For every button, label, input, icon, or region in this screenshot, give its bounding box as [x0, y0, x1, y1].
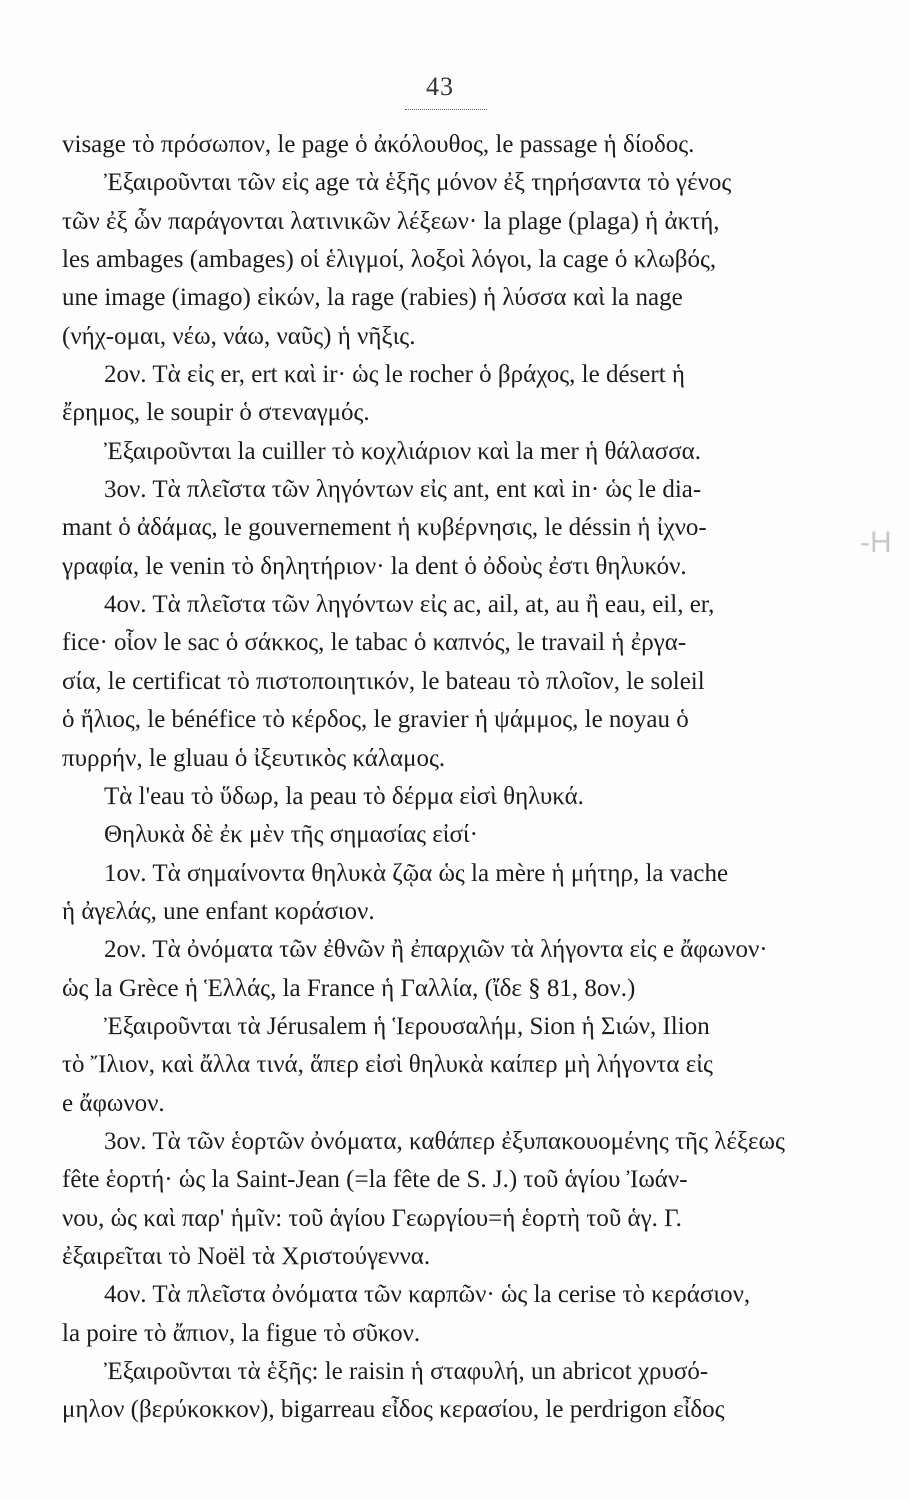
text-line: Τὰ l'eau τὸ ὕδωρ, la peau τὸ δέρμα εἰσὶ θηλυκά. — [104, 782, 584, 810]
text-line: 2ον. Τὰ εἰς er, ert καὶ ir· ὡς le rocher ὁ βράχος, le désert ἡ — [104, 361, 685, 389]
text-line: fête ἑορτή· ὡς la Saint-Jean (=la fête de S. J.) τοῦ ἁγίου Ἰωάν- — [62, 1166, 688, 1194]
text-line: ἔρημος, le soupir ὁ στεναγμός. — [62, 399, 370, 427]
text-line: les ambages (ambages) οἱ ἑλιγμοί, λοξοὶ λόγοι, la cage ὁ κλωβός, — [62, 246, 717, 274]
page-number: 43 — [426, 72, 454, 101]
text-line: Ἐξαιροῦνται τὰ ἑξῆς: le raisin ἡ σταφυλή, un abricot χρυσό- — [104, 1358, 709, 1385]
text-line: νου, ὡς καὶ παρ' ἡμῖν: τοῦ ἁγίου Γεωργίου=ἡ ἑορτὴ τοῦ ἁγ. Γ. — [62, 1204, 682, 1232]
text-line: μηλον (βερύκοκκον), bigarreau εἶδος κερασίου, le perdrigon εἶδος — [62, 1396, 725, 1424]
text-line: 3ον. Τὰ τῶν ἑορτῶν ὀνόματα, καθάπερ ἐξυπακουομένης τῆς λέξεως — [104, 1127, 785, 1155]
text-line: Ἐξαιροῦνται τὰ Jérusalem ἡ Ἱερουσαλήμ, Sion ἡ Σιών, Ilion — [104, 1012, 710, 1040]
text-line: ἐξαιρεῖται τὸ Noël τὰ Χριστούγεννα. — [62, 1242, 431, 1270]
text-line: ἡ ἀγελάς, une enfant κοράσιον. — [62, 897, 375, 925]
text-line: τὸ Ἴλιον, καὶ ἄλλα τινά, ἅπερ εἰσὶ θηλυκὰ καίπερ μὴ λήγοντα εἰς — [62, 1051, 713, 1079]
header-rule — [405, 109, 487, 110]
margin-pencil-mark: -H — [860, 526, 892, 559]
body-text — [62, 126, 852, 1430]
text-line: Ἐξαιροῦνται τῶν εἰς age τὰ ἑξῆς μόνον ἐξ τηρήσαντα τὸ γένος — [104, 169, 732, 197]
text-line: visage τὸ πρόσωπον, le page ὁ ἀκόλουθος, le passage ἡ δίοδος. — [62, 131, 695, 158]
text-line: σία, le certificat τὸ πιστοποιητικόν, le bateau τὸ πλοῖον, le soleil — [62, 667, 705, 695]
text-line: Ἐξαιροῦνται la cuiller τὸ κοχλιάριον καὶ la mer ἡ θάλασσα. — [104, 437, 702, 465]
text-line: (νήχ-ομαι, νέω, νάω, ναῦς) ἡ νῆξις. — [62, 322, 416, 350]
text-line: τῶν ἐξ ὧν παράγονται λατινικῶν λέξεων· la plage (plaga) ἡ ἀκτή, — [62, 207, 720, 235]
text-line: ὡς la Grèce ἡ Ἑλλάς, la France ἡ Γαλλία, (ἴδε § 81, 8ον.) — [62, 974, 636, 1002]
text-line: mant ὁ ἀδάμας, le gouvernement ἡ κυβέρνησις, le déssin ἡ ἰχνο- — [62, 514, 707, 542]
text-line: 4ον. Τὰ πλεῖστα ὀνόματα τῶν καρπῶν· ὡς la cerise τὸ κεράσιον, — [104, 1281, 751, 1309]
text-line: γραφία, le venin τὸ δηλητήριον· la dent ὁ ὀδοὺς ἐστι θηλυκόν. — [62, 552, 687, 580]
text-line: Θηλυκὰ δὲ ἐκ μὲν τῆς σημασίας εἰσί· — [104, 821, 478, 849]
text-line: 4ον. Τὰ πλεῖστα τῶν ληγόντων εἰς ac, ail, at, au ἢ eau, eil, er, — [104, 591, 715, 619]
text-line: 2ον. Τὰ ὀνόματα τῶν ἐθνῶν ἢ ἐπαρχιῶν τὰ λήγοντα εἰς e ἄφωνον· — [104, 936, 768, 964]
text-line: fice· οἷον le sac ὁ σάκκος, le tabac ὁ καπνός, le travail ἡ ἐργα- — [62, 629, 687, 657]
text-line: la poire τὸ ἄπιον, la figue τὸ σῦκον. — [62, 1319, 421, 1347]
text-line: 3ον. Τὰ πλεῖστα τῶν ληγόντων εἰς ant, ent καὶ in· ὡς le dia- — [104, 476, 702, 504]
text-line: 1ον. Τὰ σημαίνοντα θηλυκὰ ζῷα ὡς la mère ἡ μήτηρ, la vache — [104, 859, 729, 887]
text-line: une image (imago) εἰκών, la rage (rabies) ἡ λύσσα καὶ la nage — [62, 284, 683, 312]
text-line: e ἄφωνον. — [62, 1089, 165, 1117]
text-line: πυρρήν, le gluau ὁ ἰξευτικὸς κάλαμος. — [62, 744, 446, 772]
text-line: ὁ ἥλιος, le bénéfice τὸ κέρδος, le gravier ἡ ψάμμος, le noyau ὁ — [62, 706, 689, 734]
